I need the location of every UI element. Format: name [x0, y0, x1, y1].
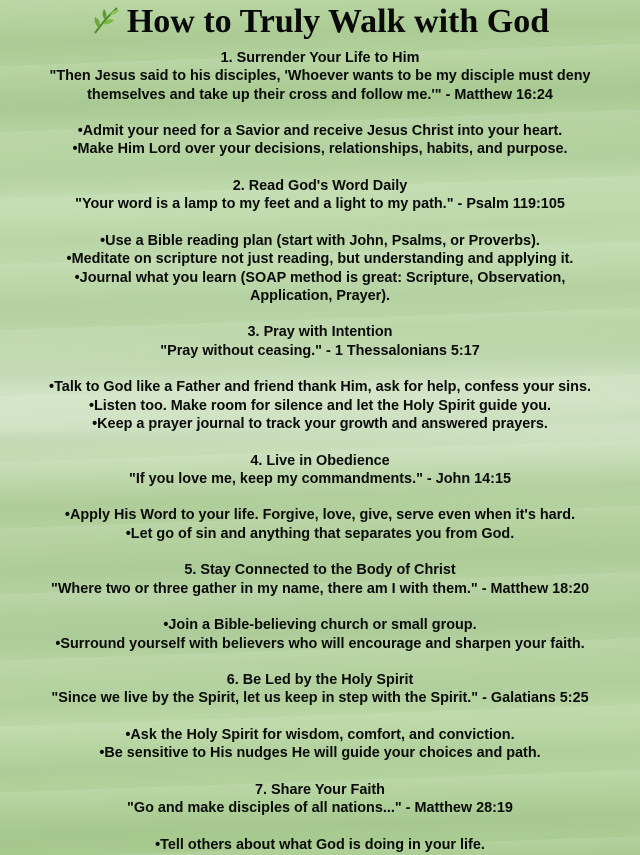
bullet-line: Application, Prayer). — [249, 287, 391, 304]
verse-line: "If you love me, keep my commandments." - John 14:15 — [129, 470, 511, 487]
verse-line: "Where two or three gather in my name, there am I with them." - Matthew 18:20 — [51, 580, 589, 597]
bullet-line: •Journal what you learn (SOAP method is great: Scripture, Observation, — [74, 269, 566, 286]
section-heading: 6. Be Led by the Holy Spirit — [226, 672, 414, 689]
verse-line: themselves and take up their cross and follow me.'" - Matthew 16:24 — [87, 86, 553, 103]
page-title-text: How to Truly Walk with God — [126, 3, 550, 40]
verse-line: "Since we live by the Spirit, let us keep in step with the Spirit." - Galatians 5:25 — [51, 690, 589, 707]
bullet-line: •Be sensitive to His nudges He will guide your choices and path. — [99, 745, 541, 762]
verse-line: "Your word is a lamp to my feet and a light to my path." - Psalm 119:105 — [75, 196, 565, 213]
bullet-line: •Let go of sin and anything that separates you from God. — [125, 525, 515, 542]
section-heading: 5. Stay Connected to the Body of Christ — [184, 562, 456, 579]
verse-line: "Then Jesus said to his disciples, 'Whoever wants to be my disciple must deny — [49, 68, 591, 85]
section-heading: 3. Pray with Intention — [247, 324, 393, 341]
bullet-line: •Ask the Holy Spirit for wisdom, comfort, and conviction. — [125, 726, 515, 743]
bullet-line: •Tell others about what God is doing in your life. — [155, 836, 485, 853]
section-heading: 7. Share Your Faith — [255, 781, 385, 798]
bullet-line: •Join a Bible-believing church or small group. — [163, 617, 477, 634]
bullet-line: •Apply His Word to your life. Forgive, love, give, serve even when it's hard. — [64, 507, 576, 524]
verse-line: "Go and make disciples of all nations..." - Matthew 28:19 — [127, 800, 513, 817]
bullet-line: •Keep a prayer journal to track your growth and answered prayers. — [92, 415, 548, 432]
verse-line: "Pray without ceasing." - 1 Thessalonians 5:17 — [160, 342, 480, 359]
bullet-line: •Listen too. Make room for silence and let the Holy Spirit guide you. — [88, 397, 552, 414]
content — [0, 49, 640, 854]
bullet-line: •Make Him Lord over your decisions, relationships, habits, and purpose. — [72, 141, 568, 158]
page-title — [0, 2, 640, 45]
bullet-line: •Meditate on scripture not just reading, but understanding and applying it. — [66, 251, 574, 268]
bullet-line: •Use a Bible reading plan (start with John, Psalms, or Proverbs). — [100, 232, 540, 249]
bullet-line: •Talk to God like a Father and friend thank Him, ask for help, confess your sins. — [49, 379, 591, 396]
section-heading: 1. Surrender Your Life to Him — [220, 50, 420, 66]
herb-leaf-icon — [91, 5, 121, 45]
section-heading: 4. Live in Obedience — [250, 452, 390, 469]
bullet-line: •Admit your need for a Savior and receive Jesus Christ into your heart. — [77, 123, 563, 140]
bullet-line: •Surround yourself with believers who will encourage and sharpen your faith. — [55, 635, 585, 652]
section-heading: 2. Read God's Word Daily — [232, 178, 408, 195]
